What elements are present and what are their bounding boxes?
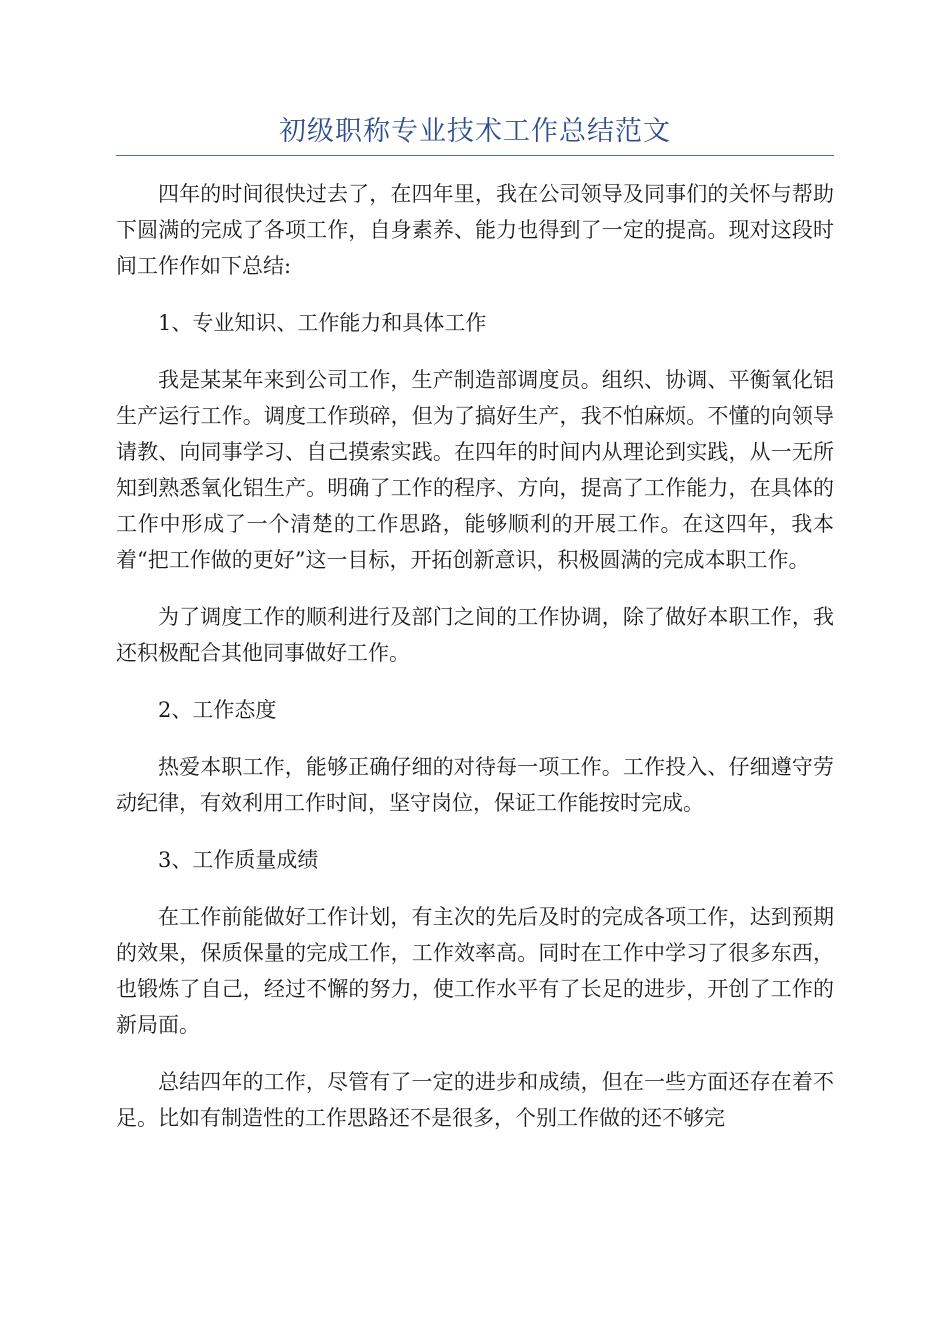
document-title: 初级职称专业技术工作总结范文 xyxy=(279,116,671,147)
paragraph-attitude: 热爱本职工作，能够正确仔细的对待每一项工作。工作投入、仔细遵守劳动纪律，有效利用工作时间，坚守岗位，保证工作能按时完成。 xyxy=(116,755,834,815)
section-heading-1: 1、专业知识、工作能力和具体工作 xyxy=(158,311,487,335)
paragraph-cooperation: 为了调度工作的顺利进行及部门之间的工作协调，除了做好本职工作，我还积极配合其他同事做好工作。 xyxy=(116,605,834,665)
paragraph-work-details: 我是某某年来到公司工作，生产制造部调度员。组织、协调、平衡氧化铝生产运行工作。调度工作琐碎，但为了搞好生产，我不怕麻烦。不懂的向领导请教、向同事学习、自己摸索实践。在四年的时间内从理论到实践，从一无所知到熟悉氧化铝生产。明确了工作的程序、方向，提高了工作能力，在具体的工作中形成了一个清楚的工作思路，能够顺利的开展工作。在这四年，我本着“把工作做的更好”这一目标，开拓创新意识，积极圆满的完成本职工作。 xyxy=(116,368,834,572)
paragraph-summary: 总结四年的工作，尽管有了一定的进步和成绩，但在一些方面还存在着不足。比如有制造性的工作思路还不是很多，个别工作做的还不够完 xyxy=(116,1070,834,1130)
paragraph-intro: 四年的时间很快过去了，在四年里，我在公司领导及同事们的关怀与帮助下圆满的完成了各项工作，自身素养、能力也得到了一定的提高。现对这段时间工作作如下总结: xyxy=(116,182,834,278)
section-heading-3: 3、工作质量成绩 xyxy=(158,848,319,872)
section-heading-2: 2、工作态度 xyxy=(158,698,277,722)
document-body xyxy=(116,176,834,1157)
paragraph-quality: 在工作前能做好工作计划，有主次的先后及时的完成各项工作，达到预期的效果，保质保量的完成工作，工作效率高。同时在工作中学习了很多东西，也锻炼了自己，经过不懈的努力，使工作水平有了长足的进步，开创了工作的新局面。 xyxy=(116,905,834,1037)
title-underline xyxy=(116,155,834,156)
